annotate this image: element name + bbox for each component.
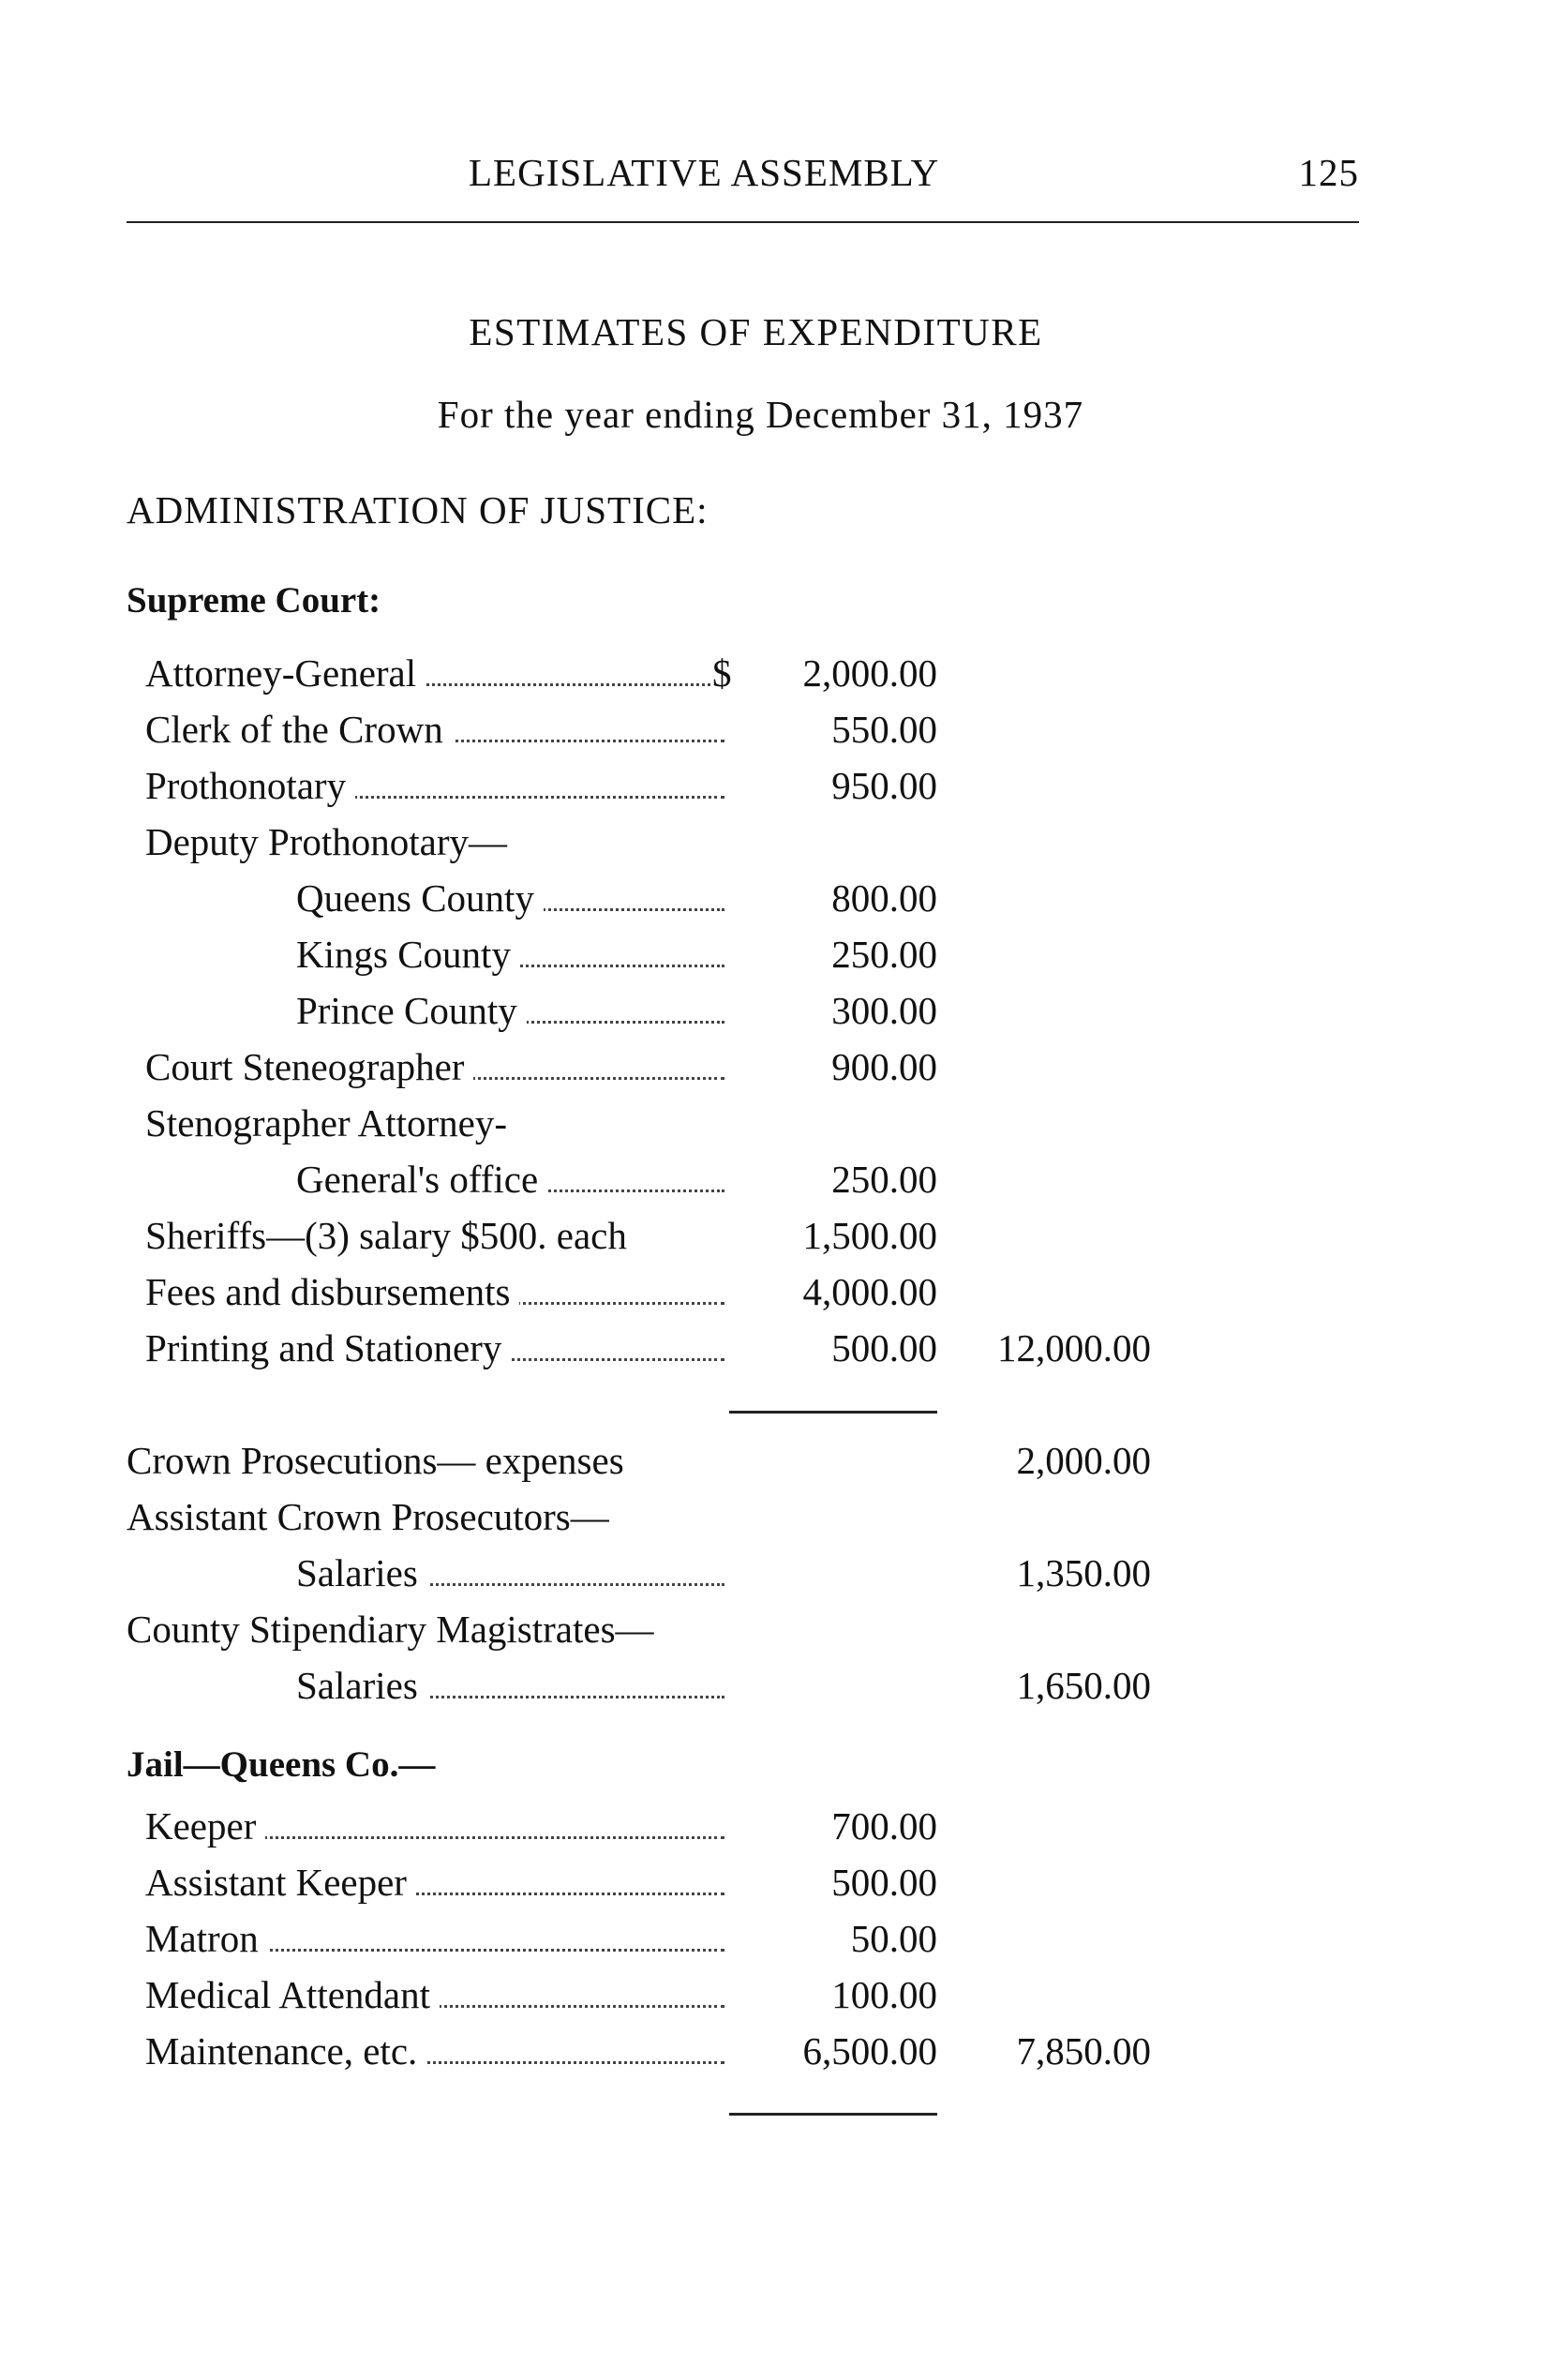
row-label: Kings County [296,932,724,977]
row-amount: 4,000.00 [802,1270,937,1313]
subtotal-rule [729,2113,937,2116]
table-row [0,1494,1568,1550]
table-row [0,932,1568,988]
row-label: Stenographer Attorney- [145,1100,516,1145]
page-number: 125 [1298,151,1359,194]
row-label: Fees and disbursements [145,1269,724,1314]
row-amount: 700.00 [831,1804,937,1848]
row-label: Matron [145,1916,724,1961]
table-row [0,1550,1568,1607]
jail-heading: Jail—Queens Co.— [127,1744,436,1785]
table-row [0,1803,1568,1860]
row-label: Sheriffs—(3) salary $500. each [145,1213,724,1258]
row-label: Medical Attendant [145,1972,724,2017]
row-amount: 500.00 [831,1326,937,1369]
row-amount: 900.00 [831,1045,937,1088]
row-amount: 2,000.00 [802,651,937,695]
row-amount: 100.00 [831,1973,937,2016]
table-row [0,1438,1568,1494]
row-label: Prince County [296,988,724,1033]
table-row [0,875,1568,932]
row-amount: 6,500.00 [802,2029,937,2072]
row-amount: 550.00 [831,708,937,751]
row-label: Queens County [296,875,724,920]
table-row [0,1213,1568,1269]
table-row [0,707,1568,763]
row-total: 2,000.00 [1016,1439,1151,1482]
row-total: 7,850.00 [1016,2029,1151,2072]
table-row [0,2028,1568,2085]
row-label: Salaries [296,1550,724,1595]
table-row [0,1157,1568,1213]
row-label: General's office [296,1157,724,1202]
running-head [127,150,1359,197]
table-row [0,1860,1568,1916]
table-row [0,763,1568,819]
row-label: Salaries [296,1663,724,1708]
subtotal-rule [729,1411,937,1414]
row-label: Assistant Keeper [145,1860,724,1905]
row-label: Court Steneographer [145,1044,724,1089]
table-row [0,1269,1568,1325]
row-label: Crown Prosecutions— expenses [127,1438,724,1483]
table-row [0,1663,1568,1719]
table-row [0,1972,1568,2028]
row-label: Printing and Stationery [145,1325,724,1370]
row-total: 1,650.00 [1016,1664,1151,1707]
dollar-sign: $ [712,651,732,695]
table-row [0,1325,1568,1382]
row-amount: 800.00 [831,876,937,920]
table-row [0,1044,1568,1100]
table-row [0,988,1568,1044]
table-row [0,819,1568,875]
row-label: Attorney-General [145,651,710,696]
row-amount: 950.00 [831,764,937,807]
document-subtitle: For the year ending December 31, 1937 [437,393,1084,436]
row-label: Keeper [145,1803,724,1848]
table-row [0,1100,1568,1157]
row-amount: 1,500.00 [802,1214,937,1257]
running-head-title: LEGISLATIVE ASSEMBLY [469,151,940,194]
row-amount: 250.00 [831,933,937,976]
row-label: County Stipendiary Magistrates— [127,1607,664,1652]
row-label: Prothonotary [145,763,724,808]
row-label: Clerk of the Crown [145,707,724,752]
row-amount: 250.00 [831,1158,937,1201]
section-heading: ADMINISTRATION OF JUSTICE: [127,488,709,531]
row-amount: 500.00 [831,1861,937,1904]
table-row [0,1916,1568,1972]
row-total: 1,350.00 [1016,1551,1151,1594]
supreme-court-heading: Supreme Court: [127,580,381,621]
row-amount: 300.00 [831,989,937,1032]
row-label: Maintenance, etc. [145,2028,724,2073]
document-title: ESTIMATES OF EXPENDITURE [469,310,1043,353]
table-row [0,651,1568,707]
table-row [0,1607,1568,1663]
row-total: 12,000.00 [997,1326,1151,1369]
row-amount: 50.00 [850,1917,937,1960]
row-label: Assistant Crown Prosecutors— [127,1494,724,1539]
header-rule [127,221,1359,223]
row-label: Deputy Prothonotary— [145,819,516,864]
